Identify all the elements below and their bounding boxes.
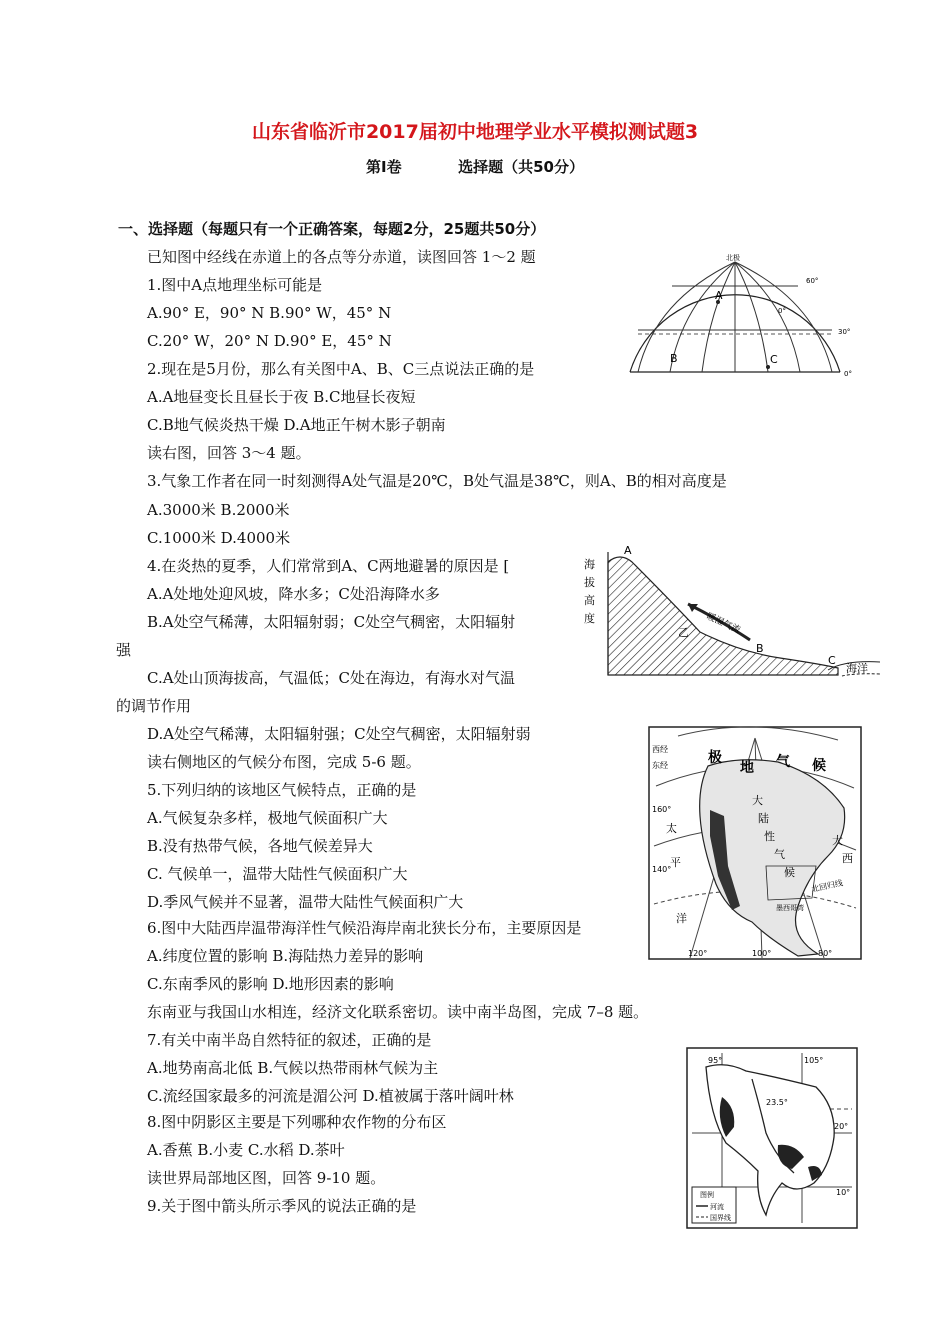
east-label: 东经 [652, 761, 668, 770]
continental-label-1: 大 [752, 794, 763, 807]
lat-30-label: 30° [838, 328, 851, 336]
meridian [735, 262, 768, 372]
terrain-profile [608, 557, 838, 675]
intro-5-6: 读右侧地区的气候分布图，完成 5-6 题。 [147, 753, 421, 771]
section-header: 一、选择题（每题只有一个正确答案，每题2分，25题共50分） [118, 220, 546, 238]
continental-label-3: 性 [764, 830, 775, 843]
question-4-option-a: A.A处地处迎风坡，降水多；C处沿海降水多 [147, 585, 440, 603]
legend-border-label: 国界线 [710, 1214, 731, 1222]
question-4-option-b: B.A处空气稀薄，太阳辐射弱；C处空气稠密，太阳辐射 [147, 613, 516, 631]
gulf-label: 墨西哥湾 [776, 904, 804, 912]
pacific-label-2: 平 [670, 856, 681, 869]
question-6-options-cd: C.东南季风的影响 D.地形因素的影响 [147, 975, 394, 993]
continental-label-5: 候 [784, 866, 795, 879]
question-1-options-cd: C.20° W，20° N D.90° E，45° N [147, 332, 392, 350]
question-3-options-ab: A.3000米 B.2000米 [147, 501, 290, 519]
lon-160-label: 160° [652, 805, 672, 814]
question-5-option-b: B.没有热带气候，各地气候差异大 [147, 837, 373, 855]
question-9: 9.关于图中箭头所示季风的说法正确的是 [147, 1197, 417, 1215]
question-2: 2.现在是5月份，那么有关图中A、B、C三点说法正确的是 [147, 360, 535, 378]
lon-100-label: 100° [752, 949, 772, 958]
airflow-label: 暖湿气流 [704, 611, 742, 636]
meridian [670, 262, 735, 372]
ocean-label: 海洋 [846, 662, 868, 675]
question-4-option-d: D.A处空气稀薄，太阳辐射强；C处空气稠密，太阳辐射弱 [147, 725, 531, 743]
question-4-option-c-cont: 的调节作用 [116, 697, 192, 715]
atlantic-label-2: 西 [842, 852, 853, 865]
question-7-options-cd: C.流经国家最多的河流是湄公河 D.植被属于落叶阔叶林 [147, 1087, 514, 1105]
continental-label-2: 陆 [758, 812, 769, 825]
lat-10-label: 10° [836, 1188, 851, 1197]
indochina-map [686, 1047, 858, 1229]
y-label-2: 拔 [584, 576, 595, 589]
north-america-climate-map [648, 726, 862, 960]
lon-105-label: 105° [804, 1056, 824, 1065]
intro-3-4: 读右图，回答 3～4 题。 [147, 444, 311, 462]
atlantic-label-1: 大 [832, 834, 843, 847]
question-3-options-cd: C.1000米 D.4000米 [147, 529, 291, 547]
legend-title: 图例 [700, 1191, 714, 1199]
question-2-options-cd: C.B地气候炎热干燥 D.A地正午树木影子朝南 [147, 416, 446, 434]
polar-label-2: 地 [740, 760, 754, 776]
hemisphere-figure [620, 250, 860, 380]
point-b-label: B [670, 352, 678, 365]
point-c-label: C [828, 654, 836, 667]
part-name: 选择题（共50分） [458, 158, 584, 176]
lon-95-label: 95° [708, 1056, 723, 1065]
lon-80-label: 80° [818, 949, 833, 958]
pacific-label-1: 太 [666, 822, 677, 835]
question-1: 1.图中A点地理坐标可能是 [147, 276, 323, 294]
lon-140-label: 140° [652, 865, 672, 874]
question-4-option-b-cont: 强 [116, 641, 132, 659]
question-4-option-c: C.A处山顶海拔高，气温低；C处在海边，有海水对气温 [147, 669, 516, 687]
question-5-option-d: D.季风气候并不显著，温带大陆性气候面积广大 [147, 893, 464, 911]
polar-label-1: 极 [708, 750, 722, 766]
yi-label: 乙 [678, 626, 689, 639]
meridian [702, 262, 735, 372]
meridian [735, 262, 800, 372]
lat-60-label: 60° [806, 277, 819, 285]
point-b-label: B [756, 642, 764, 655]
question-3: 3.气象工作者在同一时刻测得A处气温是20℃，B处气温是38℃，则A、B的相对高度是 [147, 472, 727, 490]
question-6-options-ab: A.纬度位置的影响 B.海陆热力差异的影响 [147, 947, 424, 965]
question-5-option-c: C. 气候单一，温带大陆性气候面积广大 [147, 865, 408, 883]
meridian [638, 262, 735, 372]
continental-label-4: 气 [774, 848, 785, 861]
question-6: 6.图中大陆西岸温带海洋性气候沿海岸南北狭长分布，主要原因是 [147, 919, 582, 937]
point-a-label: A [624, 544, 632, 557]
question-5-option-a: A.气候复杂多样，极地气候面积广大 [147, 809, 388, 827]
pacific-label-3: 洋 [676, 912, 687, 925]
document-title: 山东省临沂市2017届初中地理学业水平模拟测试题3 [251, 121, 699, 143]
part-label: 第Ⅰ卷 [366, 158, 402, 176]
north-pole-label: 北极 [726, 254, 740, 262]
question-8: 8.图中阴影区主要是下列哪种农作物的分布区 [147, 1113, 447, 1131]
y-label-4: 度 [584, 612, 595, 625]
west-label: 西经 [652, 745, 668, 754]
polar-label-3: 气 [776, 754, 790, 770]
question-8-options: A.香蕉 B.小麦 C.水稻 D.茶叶 [147, 1141, 345, 1159]
point-c-label: C [770, 353, 778, 366]
question-4: 4.在炎热的夏季，人们常常到A、C两地避暑的原因是 [ [147, 557, 510, 575]
question-2-options-ab: A.A地昼变长且昼长于夜 B.C地昼长夜短 [147, 388, 416, 406]
lon-120-label: 120° [688, 949, 708, 958]
intro-1-2: 已知图中经线在赤道上的各点等分赤道，读图回答 1～2 题 [147, 248, 536, 266]
y-label-1: 海 [584, 558, 595, 571]
lat-23-5-label: 23.5° [766, 1098, 788, 1107]
question-7-options-ab: A.地势南高北低 B.气候以热带雨林气候为主 [147, 1059, 439, 1077]
equator-0-label: 0° [844, 370, 852, 378]
meridian-0-label: 0° [778, 307, 786, 315]
question-1-options-ab: A.90° E，90° N B.90° W，45° N [147, 304, 392, 322]
question-5: 5.下列归纳的该地区气候特点，正确的是 [147, 781, 417, 799]
legend-river-label: 河流 [710, 1203, 724, 1211]
tropic-label: 北回归线 [810, 878, 844, 894]
mountain-profile-figure [580, 540, 890, 690]
point-a-label: A [715, 289, 723, 302]
intro-9-10: 读世界局部地区图，回答 9-10 题。 [147, 1169, 386, 1187]
polar-label-4: 候 [812, 758, 826, 774]
intro-7-8: 东南亚与我国山水相连，经济文化联系密切。读中南半岛图，完成 7–8 题。 [147, 1003, 649, 1021]
y-label-3: 高 [584, 594, 595, 607]
lat-20-label: 20° [834, 1122, 849, 1131]
question-7: 7.有关中南半岛自然特征的叙述，正确的是 [147, 1031, 432, 1049]
part-heading [0, 156, 950, 177]
